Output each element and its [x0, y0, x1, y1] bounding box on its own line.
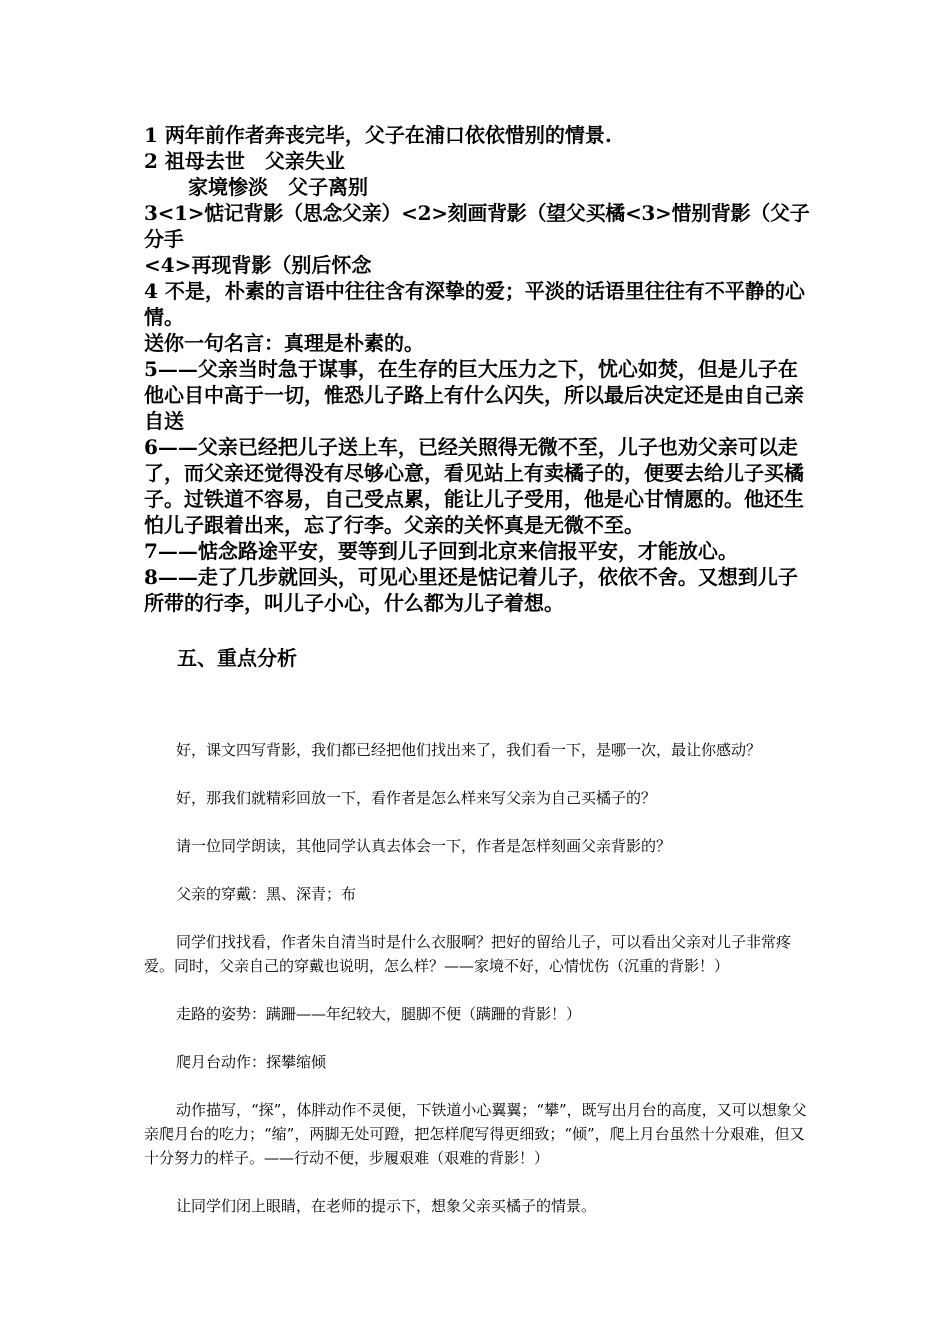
answer-line-3: 家境惨淡 父子离别	[188, 175, 368, 199]
analysis-paragraph-8: 动作描写，“探”，体胖动作不灵便，下铁道小心翼翼；“攀”，既写出月台的高度，又可以想象父亲爬月台的吃力；“缩”，两脚无处可蹬，把怎样爬写得更细致；“倾”，爬上月台虽然十分艰难，但又十分努力的样子。——行动不便，步履艰难（艰难的背影！）	[144, 1101, 807, 1167]
answer-line-5: <4>再现背影（别后怀念	[144, 253, 372, 277]
analysis-paragraph-2: 好，那我们就精彩回放一下，看作者是怎么样来写父亲为自己买橘子的？	[176, 789, 657, 807]
answer-line-2: 2 祖母去世 父亲失业	[144, 149, 345, 173]
answer-line-10: 7——惦念路途平安，要等到儿子回到北京来信报平安，才能放心。	[144, 539, 738, 563]
answer-line-11: 8——走了几步就回头，可见心里还是惦记着儿子，依依不舍。又想到儿子所带的行李，叫儿子小心，什么都为儿子着想。	[144, 565, 798, 615]
analysis-paragraph-7: 爬月台动作：探攀缩倾	[176, 1053, 327, 1071]
analysis-paragraph-1: 好，课文四写背影，我们都已经把他们找出来了，我们看一下，是哪一次，最让你感动？	[176, 741, 762, 759]
answer-line-6: 4 不是，朴素的言语中往往含有深挚的爱；平淡的话语里往往有不平静的心情。	[144, 279, 805, 329]
analysis-paragraph-6: 走路的姿势：蹒跚——年纪较大，腿脚不便（蹒跚的背影！）	[176, 1005, 582, 1023]
answer-line-9: 6——父亲已经把儿子送上车，已经关照得无微不至，儿子也劝父亲可以走了，而父亲还觉得没有尽够心意，看见站上有卖橘子的，便要去给儿子买橘子。过铁道不容易，自己受点累，能让儿子受用，他是心甘情愿的。他还生怕儿子跟着出来，忘了行李。父亲的关怀真是无微不至。	[144, 435, 804, 537]
analysis-paragraph-9: 让同学们闭上眼睛，在老师的提示下，想象父亲买橘子的情景。	[176, 1197, 597, 1215]
answer-line-7: 送你一句名言：真理是朴素的。	[144, 331, 424, 355]
answer-line-8: 5——父亲当时急于谋事，在生存的巨大压力之下，忧心如焚，但是儿子在他心目中高于一切，惟恐儿子路上有什么闪失，所以最后决定还是由自己亲自送	[144, 357, 804, 433]
answer-line-1: 1 两年前作者奔丧完毕，父子在浦口依依惜别的情景.	[144, 123, 612, 147]
analysis-paragraph-4: 父亲的穿戴：黑、深青；布	[176, 885, 357, 903]
section-heading: 五、重点分析	[177, 646, 297, 670]
analysis-paragraph-3: 请一位同学朗读，其他同学认真去体会一下，作者是怎样刻画父亲背影的？	[176, 837, 672, 855]
analysis-paragraph-5: 同学们找找看，作者朱自清当时是什么衣服啊？把好的留给儿子，可以看出父亲对儿子非常疼爱。同时，父亲自己的穿戴也说明，怎么样？——家境不好，心情忧伤（沉重的背影！）	[144, 933, 792, 975]
analysis-section	[144, 738, 812, 1242]
answer-line-4: 3<1>惦记背影（思念父亲）<2>刻画背影（望父买橘<3>惜别背影（父子分手	[144, 201, 810, 251]
answer-section	[144, 122, 812, 616]
